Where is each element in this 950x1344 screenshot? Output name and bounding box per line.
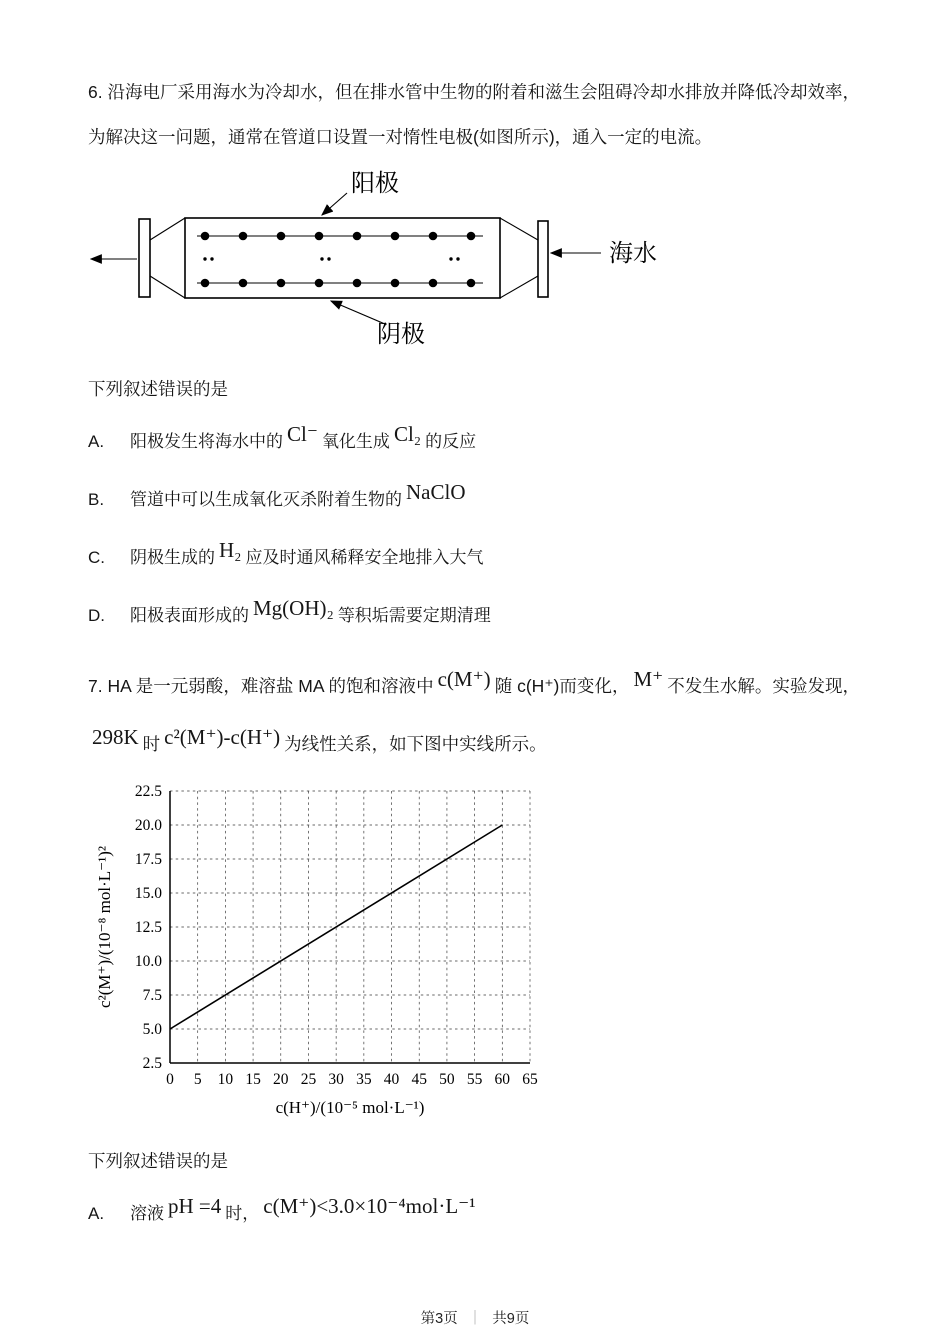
solubility-chart <box>90 777 860 1126</box>
text-run: 应及时通风稀释安全地排入大气 <box>245 548 484 567</box>
chem-formula: c(M⁺)<3.0×10⁻⁴mol·L⁻¹ <box>263 1194 476 1218</box>
anode-pointer-arrow <box>322 193 347 215</box>
text-run: 时， <box>225 1204 260 1223</box>
chart-canvas <box>90 777 560 1121</box>
x-tick-label: 5 <box>193 1071 202 1088</box>
water-flow-dots <box>203 257 459 260</box>
option-label: C. <box>88 548 105 567</box>
option-text <box>130 480 470 509</box>
chem-formula: Cl₂ <box>393 422 422 446</box>
text-run: 阳极发生将海水中的 <box>130 432 283 451</box>
anode-label: 阳极 <box>351 171 399 197</box>
left-flange <box>139 219 150 297</box>
page-number: 第3页 <box>420 1311 458 1327</box>
text-run: 的反应 <box>425 432 477 451</box>
y-tick-label: 7.5 <box>142 987 162 1004</box>
chem-formula: Mg(OH)₂ <box>253 596 334 620</box>
option-text <box>130 538 484 567</box>
text-run: 阳极表面形成的 <box>130 606 249 625</box>
diagram-canvas <box>85 164 685 349</box>
option-text <box>130 422 477 451</box>
text-run: 时 <box>142 734 161 754</box>
q6-option-d <box>88 596 860 631</box>
chem-formula: c²(M⁺)-c(H⁺) <box>164 725 281 749</box>
x-tick-label: 60 <box>494 1071 511 1088</box>
x-tick-label: 20 <box>273 1071 289 1088</box>
q6-option-c <box>88 538 860 573</box>
y-tick-label: 2.5 <box>142 1055 162 1072</box>
q6-option-a <box>88 422 860 457</box>
right-cone-bottom <box>500 276 538 298</box>
left-cone-bottom <box>150 276 185 298</box>
chem-formula: Cl⁻ <box>287 422 318 446</box>
option-label: A. <box>88 432 105 451</box>
text-run: 不发生水解。实验发现， <box>667 676 861 696</box>
chem-formula: H₂ <box>219 538 242 562</box>
x-tick-label: 40 <box>383 1071 400 1088</box>
seawater-label: 海水 <box>609 241 657 267</box>
x-tick-label: 35 <box>356 1071 372 1088</box>
cathode-pointer-arrow <box>331 301 385 324</box>
left-cone-top <box>150 218 185 240</box>
q6-stem: 下列叙述错误的是 <box>88 379 228 399</box>
x-tick-label: 50 <box>439 1071 455 1088</box>
y-tick-label: 20.0 <box>134 817 162 834</box>
y-tick-label: 10.0 <box>134 953 162 970</box>
x-tick-label: 0 <box>166 1071 174 1088</box>
pipe-body <box>185 218 500 298</box>
text-run: 等积垢需要定期清理 <box>337 606 491 625</box>
q7-option-a <box>88 1194 860 1229</box>
x-tick-label: 15 <box>245 1071 261 1088</box>
x-tick-label: 55 <box>466 1071 483 1088</box>
text-run: 管道中可以生成氧化灭杀附着生物的 <box>130 490 402 509</box>
q7-stem: 下列叙述错误的是 <box>88 1151 228 1171</box>
text-run: 为线性关系，如下图中实线所示。 <box>284 734 547 754</box>
chem-formula: 298K <box>92 725 139 749</box>
right-flange <box>538 221 548 297</box>
x-tick-label: 65 <box>522 1071 538 1088</box>
electrolysis-diagram <box>85 164 860 354</box>
text-run: 7. HA 是一元弱酸，难溶盐 MA 的饱和溶液中 <box>88 676 434 696</box>
right-cone-top <box>500 218 538 240</box>
y-axis-label: c²(M⁺)/(10⁻⁸ mol·L⁻¹)² <box>95 846 114 1008</box>
q6-option-b <box>88 480 860 515</box>
text-run: 溶液 <box>130 1204 164 1223</box>
text-run: 随 c(H⁺)而变化， <box>494 676 630 696</box>
chem-formula: pH =4 <box>168 1194 222 1218</box>
x-axis-label: c(H⁺)/(10⁻⁵ mol·L⁻¹) <box>275 1098 425 1117</box>
chem-formula: M⁺ <box>633 667 664 691</box>
option-label: A. <box>88 1204 105 1223</box>
x-tick-label: 30 <box>328 1071 344 1088</box>
y-tick-label: 17.5 <box>134 851 162 868</box>
page-total: 共9页 <box>492 1311 530 1327</box>
y-tick-label: 22.5 <box>134 783 162 800</box>
chem-formula: c(M⁺) <box>437 667 491 691</box>
q6-intro: 6. 沿海电厂采用海水为冷却水，但在排水管中生物的附着和滋生会阻碍冷却水排放并降低冷却效率，为解决这一问题，通常在管道口设置一对惰性电极(如图所示)，通入一定的电流。 <box>88 82 860 147</box>
chem-formula: NaClO <box>406 480 466 504</box>
y-tick-label: 15.0 <box>134 885 162 902</box>
text-run: 阴极生成的 <box>130 548 215 567</box>
y-tick-label: 5.0 <box>142 1021 162 1038</box>
text-run: 氧化生成 <box>321 432 390 451</box>
y-tick-label: 12.5 <box>134 919 162 936</box>
option-text <box>130 1194 480 1223</box>
footer-separator: ｜ <box>467 1311 483 1327</box>
x-tick-label: 45 <box>411 1071 427 1088</box>
option-label: D. <box>88 606 105 625</box>
x-tick-label: 25 <box>300 1071 317 1088</box>
q6-options <box>88 422 860 631</box>
page-footer <box>0 1307 950 1328</box>
cathode-label: 阴极 <box>377 322 425 348</box>
option-text <box>130 596 491 625</box>
x-tick-label: 10 <box>217 1071 234 1088</box>
option-label: B. <box>88 490 105 509</box>
q7-intro <box>88 657 860 773</box>
